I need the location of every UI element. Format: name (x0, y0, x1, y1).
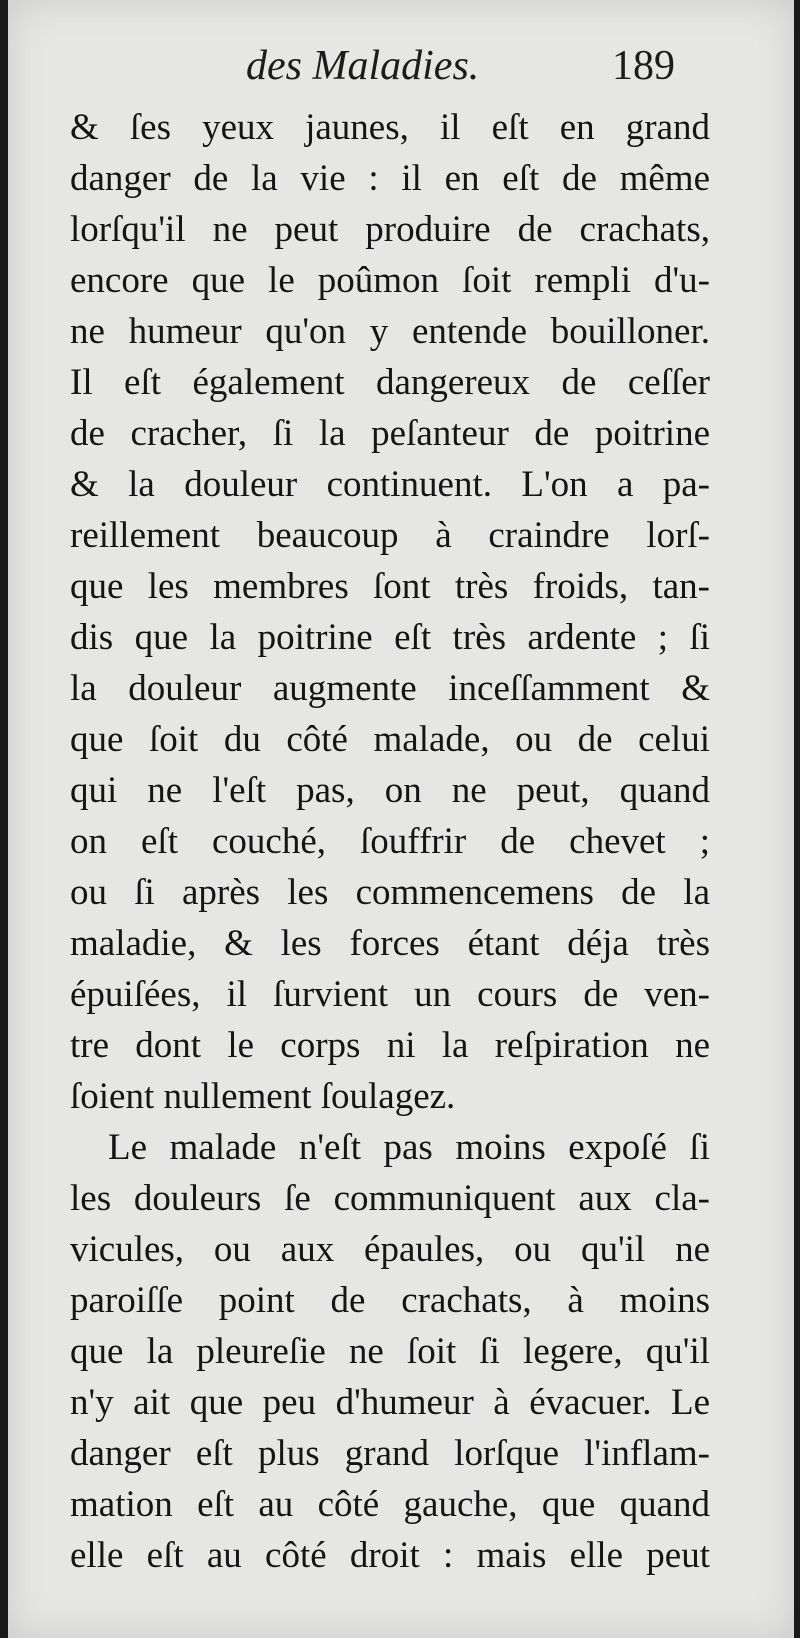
text-line: lorſqu'il ne peut produire de crachats, (70, 209, 710, 250)
text-line: encore que le poûmon ſoit rempli d'u- (70, 260, 710, 301)
text-line: épuiſées, il ſurvient un cours de ven- (70, 974, 710, 1015)
paragraph-end-line: ſoient nullement ſoulagez. (70, 1076, 456, 1117)
text-line: n'y ait que peu d'humeur à évacuer. Le (70, 1382, 710, 1423)
text-line: & la douleur continuent. L'on a pa- (70, 464, 710, 505)
text-line: paroiſſe point de crachats, à moins (70, 1280, 710, 1321)
text-line: Il eſt également dangereux de ceſſer (70, 362, 710, 403)
text-line: elle eſt au côté droit : mais elle peut (70, 1535, 710, 1576)
text-line: reillement beaucoup à craindre lorſ- (70, 515, 710, 556)
page-header (8, 42, 794, 102)
text-line: tre dont le corps ni la reſpiration ne (70, 1025, 710, 1066)
text-line: de cracher, ſi la peſanteur de poitrine (70, 413, 710, 454)
page-number: 189 (612, 43, 675, 89)
book-page (8, 0, 794, 1638)
paragraph-start-line: Le malade n'eſt pas moins expoſé ſi (108, 1127, 710, 1168)
text-line: que la pleureſie ne ſoit ſi legere, qu'il (70, 1331, 710, 1372)
body-text (70, 102, 710, 1581)
text-line: danger eſt plus grand lorſque l'inflam- (70, 1433, 710, 1474)
text-line: la douleur augmente inceſſamment & (70, 668, 710, 709)
text-line: mation eſt au côté gauche, que quand (70, 1484, 710, 1525)
running-title: des Maladies. (246, 43, 480, 89)
text-line: que les membres ſont très froids, tan- (70, 566, 710, 607)
text-line: les douleurs ſe communiquent aux cla- (70, 1178, 710, 1219)
text-line: que ſoit du côté malade, ou de celui (70, 719, 710, 760)
text-line: maladie, & les forces étant déja très (70, 923, 710, 964)
text-line: ou ſi après les commencemens de la (70, 872, 710, 913)
text-line: on eſt couché, ſouffrir de chevet ; (70, 821, 710, 862)
text-line: danger de la vie : il en eſt de même (70, 158, 710, 199)
text-line: & ſes yeux jaunes, il eſt en grand (70, 107, 710, 148)
text-line: vicules, ou aux épaules, ou qu'il ne (70, 1229, 710, 1270)
text-line: dis que la poitrine eſt très ardente ; ſi (70, 617, 710, 658)
text-line: ne humeur qu'on y entende bouilloner. (70, 311, 710, 352)
text-line: qui ne l'eſt pas, on ne peut, quand (70, 770, 710, 811)
